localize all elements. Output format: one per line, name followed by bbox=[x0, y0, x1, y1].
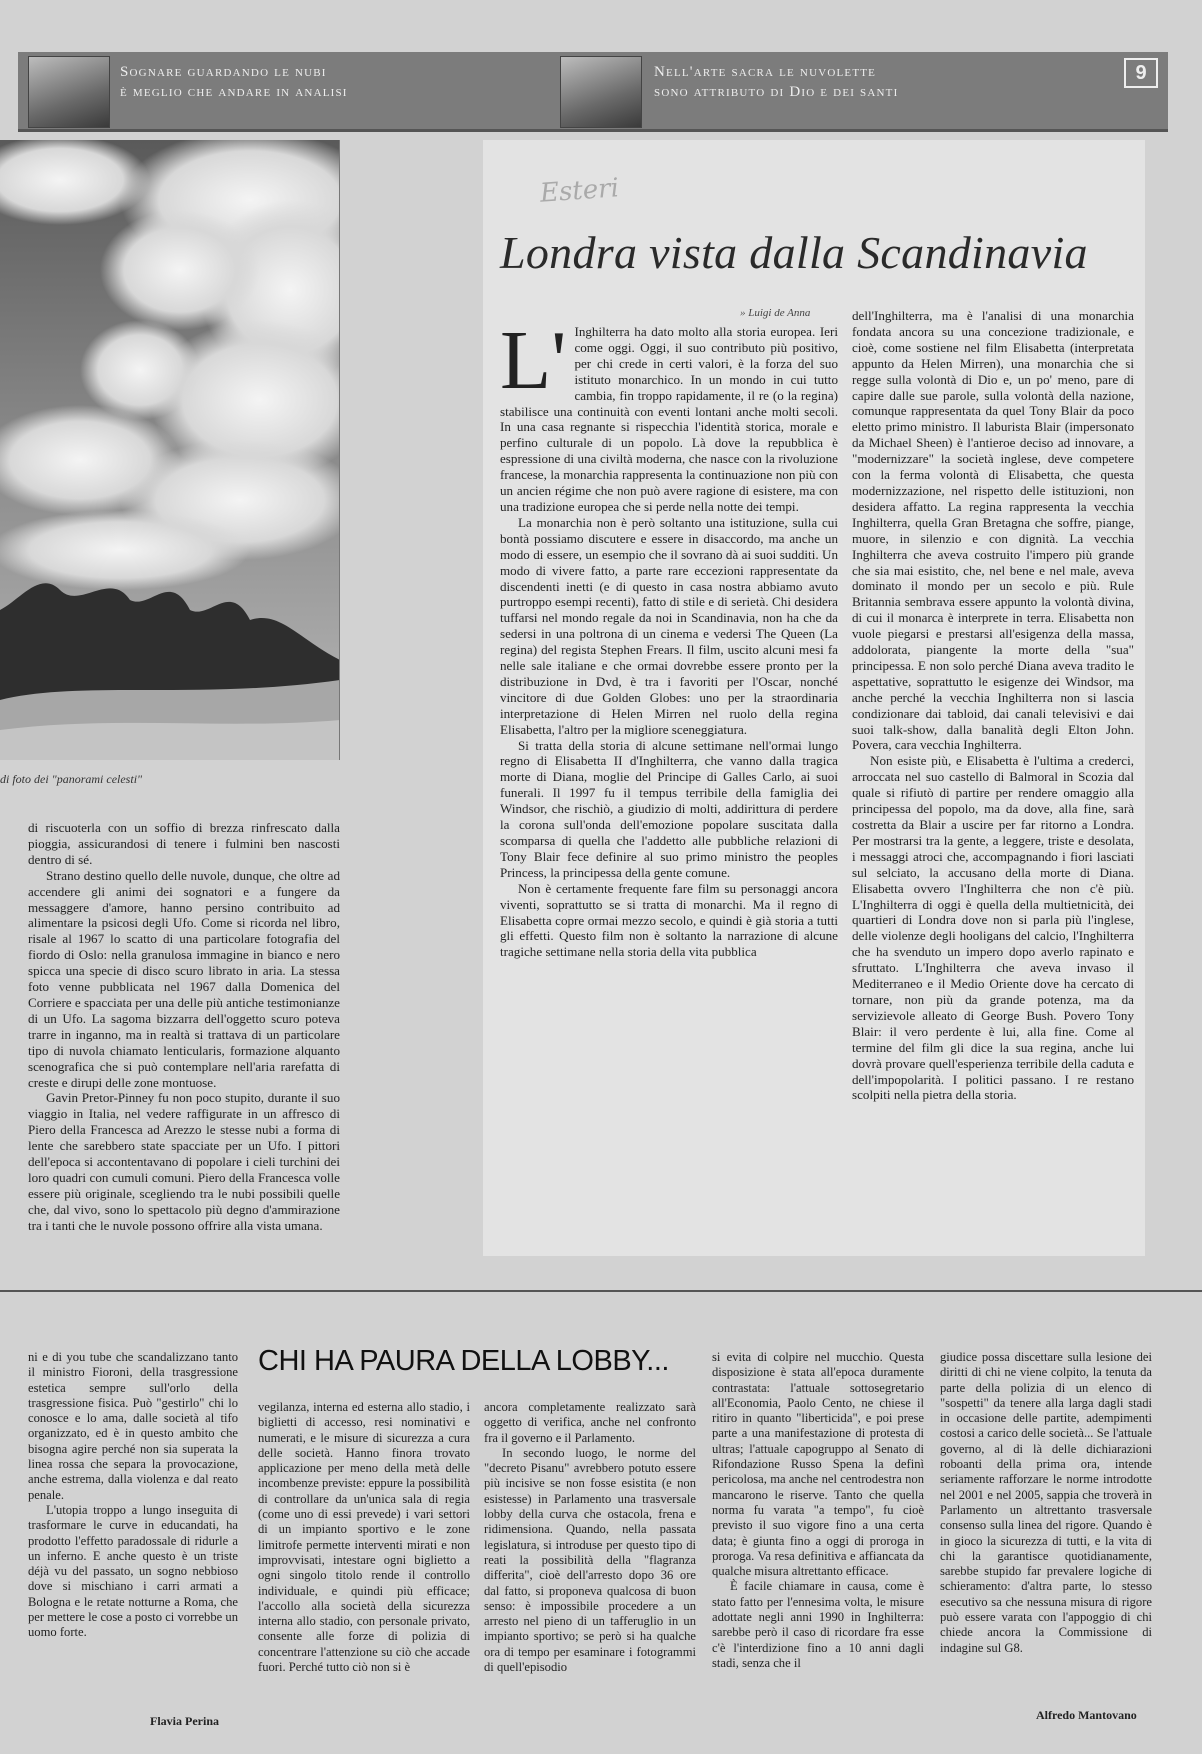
header-thumbnail-right bbox=[560, 56, 642, 128]
paragraph: giudice possa discettare sulla lesione dei diritti di chi ne viene colpito, la tenuta da parte della polizia di un elenco di "sospetti" da tenere alla larga dagli stadi in occasione delle partite, adempimenti costosi a carico delle società... Se l'attuale governo, al di là delle dichiarazioni roboanti della prima ora, intende seriamente rafforzare le norme introdotte nel 2001 e nel 2005, sappia che troverà in Parlamento un altrettanto trasversale consenso sulla linea del rigore. Quando è in gioco la sicurezza di tutti, e la vita di chi la garantisce quotidianamente, sarebbe stupido far prevalere logiche di schieramento: d'altra parte, lo stesso esecutivo sa che nessuna misura di rigore può essere varata con l'appoggio di chi chiede ancora la Commissione di indagine sul G8. bbox=[940, 1350, 1152, 1655]
article-byline: » Luigi de Anna bbox=[740, 307, 811, 319]
article-title: Londra vista dalla Scandinavia bbox=[500, 227, 1088, 278]
paragraph: Non esiste più, e Elisabetta è l'ultima a crederci, arroccata nel suo castello di Balmoral in Scozia dal quale si rifiutò di partire per rendere omaggio alla principessa del popolo, ma da dove, alla fine, sarà costretta da Blair a uscire per far ritorno a Londra. Per mostrarsi tra la gente, a leggere, triste e desolata, i messaggi atroci che, accompagnando i fiori lasciati sul selciato, la accusano della morte di Diana. Elisabetta ovvero l'Inghilterra che non c'è più. L'Inghilterra di oggi è quella della multietnicità, dei quartieri di Londra dove non si parla più l'inglese, delle violenze degli hooligans del calcio, l'Inghilterra che ha svenduto un impero dopo averlo rapinato e sfruttato. L'Inghilterra che aveva invaso il Mediterraneo e il Medio Oriente dove ha cercato di tornare, non più da grande potenza, ma da servizievole alleato di George Bush. Povero Tony Blair: il vero perdente è lui, alla fine. Come al termine del film gli dice la sua regina, anche lui dovrà provare quell'esperienza terribile della caduta e dell'impopolarità. I politici passano. I re restano scolpiti nella pietra della storia. bbox=[852, 753, 1134, 1103]
article-column-2 bbox=[852, 308, 1134, 1254]
paragraph: Inghilterra ha dato molto alla storia europea. Ieri come oggi. Oggi, il suo contributo più positivo, per chi crede in certi valori, è la forza del suo istituto monarchico. In un mondo in cui tutto cambia, fin troppo rapidamente, il re (o la regina) stabilisce una continuità con eventi lontani anche molti secoli. In una casa regnante si rispecchia l'identità storica, morale e perfino culturale di un popolo. Là dove la repubblica è espressione di una civiltà moderna, che nasce con la rivoluzione francese, la monarchia rappresenta la continuazione non più con un ancien régime che non può avere ragione di esistere, ma con una tradizione europea che si perde nella notte dei tempi. bbox=[500, 324, 838, 514]
paragraph: In secondo luogo, le norme del "decreto Pisanu" avrebbero potuto essere più incisive se non fosse esistita (e non esistesse) in Parlamento una trasversale lobby della curva che ostacola, frena e ridimensiona. Quando, nella passata legislatura, si introduse per questo tipo di reati la possibilità della "flagranza differita", cioè dell'arresto dopo 36 ore dal fatto, si proponeva qualcosa di buon senso: è impossibile procedere a un arresto nel pieno di un tafferuglio in un impianto sportivo; se però si ha qualche ora di tempo per esaminare i fotogrammi di quell'episodio bbox=[484, 1445, 696, 1675]
paragraph: ancora completamente realizzato sarà oggetto di verifica, anche nel confronto fra il governo e il Parlamento. bbox=[484, 1400, 696, 1445]
handwritten-note: Esteri bbox=[539, 173, 620, 209]
bottom-column-3 bbox=[484, 1400, 696, 1740]
bottom-left-column bbox=[28, 1350, 238, 1700]
bottom-column-5 bbox=[940, 1350, 1152, 1705]
paragraph: Gavin Pretor-Pinney fu non poco stupito, durante il suo viaggio in Italia, nel vedere raffigurate in un affresco di Piero della Francesca ad Arezzo le stesse nubi a forma di lente che sarebbero state spacciate per un Ufo. I pittori dell'epoca si accontentavano di popolare i cieli turchini dei loro quadri con cumuli comuni. Piero della Francesca volle essere più originale, scegliendo tra le nubi possibili quelle che, dal vivo, sono lo spettacolo più degno d'ammirazione tra i tanti che le nuvole possono offrire alla vista umana. bbox=[28, 1090, 340, 1233]
photo-caption: di foto dei "panorami celesti" bbox=[0, 772, 143, 786]
sky-photo bbox=[0, 140, 340, 760]
paragraph: La monarchia non è però soltanto una istituzione, sulla cui bontà possiamo discutere e essere in disaccordo, ma anche un modo di essere, un esempio che il sovrano dà ai suoi sudditi. Un modo di vivere fatto, a parte rare eccezioni rappresentate da discendenti inetti (e di questo in casa nostra abbiamo avuto purtroppo esempi recenti), fatto di stile e di serietà. Chi desidera tuffarsi nel mondo regale da noi in Scandinavia, non ha che da sedersi in una poltrona di un cinema e vedersi The Queen (La regina) del regista Stephen Frears. Il film, uscito alcuni mesi fa nelle sale italiane e che ormai dovrebbe essere pronto per la distribuzione in Dvd, è tra i favoriti per l'Oscar, nonché vincitore di due Golden Globes: uno per la straordinaria interpretazione di Helen Mirren nel ruolo della regina Elisabetta, l'altro per la migliore sceneggiatura. bbox=[500, 514, 838, 737]
header-left-headline: Sognare guardando le nubi è meglio che andare in analisi bbox=[120, 64, 348, 100]
signature-left: Flavia Perina bbox=[150, 1714, 219, 1728]
drop-cap: L' bbox=[500, 324, 567, 407]
clouds-landscape-image bbox=[0, 140, 340, 760]
paragraph: ni e di you tube che scandalizzano tanto il ministro Fioroni, della trasgressione estetica sempre sull'orlo della trasgressione fisica. Può "gestirlo" chi lo conosce e lo ama, dalle società al tifo organizzato, ed è in questo ambito che bisogna agire perché non sia superata la linea rossa che separa la provocazione, anche estrema, dalla violenza e dal reato penale. bbox=[28, 1350, 238, 1502]
header-thumbnail-left bbox=[28, 56, 110, 128]
page-number: 9 bbox=[1124, 58, 1158, 88]
paragraph: Non è certamente frequente fare film su personaggi ancora viventi, soprattutto se si tratta di monarchi. Ma il regno di Elisabetta copre ormai mezzo secolo, e quindi è già storia a tutti gli effetti. Questo film non è soltanto la narrazione di alcune tragiche settimane nella storia della vita pubblica bbox=[500, 880, 838, 960]
paragraph: di riscuoterla con un soffio di brezza rinfrescato dalla pioggia, assicurandosi di tenere i fulmini ben nascosti dentro di sé. bbox=[28, 820, 340, 867]
bottom-column-2 bbox=[258, 1400, 470, 1740]
section-divider bbox=[0, 1290, 1202, 1292]
article-column-1 bbox=[500, 324, 838, 1254]
left-column-text bbox=[28, 820, 340, 1234]
paragraph: Si tratta della storia di alcune settimane nell'ormai lungo regno di Elisabetta II d'Inghilterra, che vanno dalla tragica morte di Diana, moglie del Principe di Galles Carlo, ai suoi funerali. Il 1997 fu il tempus terribile della famiglia dei Windsor, che rischiò, a giudizio di molti, addirittura di perdere la corona sull'onda dell'emozione popolare suscitata dalla scomparsa di quella che l'addetto alle pubbliche relazioni di Tony Blair fece definire al suo primo ministro the peoples Princess, la principessa della gente comune. bbox=[500, 737, 838, 880]
paragraph: Strano destino quello delle nuvole, dunque, che oltre ad accendere gli animi dei sognatori e a fungere da messaggere d'amore, hanno persino contribuito ad alimentare la psicosi degli Ufo. Come si ricorda nel libro, risale al 1967 lo scatto di una particolare fotografia del fiordo di Oslo: nella granulosa immagine in bianco e nero spicca una specie di disco scuro librato in aria. La stessa foto venne pubblicata nel 1967 dalla Domenica del Corriere e spacciata per una delle più antiche testimonianze di un Ufo. La sagoma bizzarra dell'oggetto scuro poteva trarre in inganno, ma in realtà si trattava di un particolare tipo di nuvola chiamato lenticularis, formazione alquanto scenografica che si può contemplare nell'aria rarefatta di creste e dirupi delle zone montuose. bbox=[28, 867, 340, 1090]
header-right-headline: Nell'arte sacra le nuvolette sono attributo di Dio e dei santi bbox=[654, 64, 899, 100]
signature-right: Alfredo Mantovano bbox=[1036, 1708, 1137, 1722]
bottom-article-title: CHI HA PAURA DELLA LOBBY... bbox=[258, 1345, 669, 1377]
paragraph: dell'Inghilterra, ma è l'analisi di una monarchia fondata ancora su una concezione tradizionale, e cioè, come sostiene nel film Elisabetta (interpretata appunto da Helen Mirren), una monarchia che si regge sulla volontà di Dio e, un po' meno, pare di capire dalle sue parole, sulla volontà della nazione, comunque rappresentata da quel Tony Blair da poco eletto primo ministro. Il laburista Blair (impersonato da Michael Sheen) è l'antieroe deciso ad innovare, a "modernizzare" la società inglese, deve competere con la ferma volontà di Elisabetta, che questa modernizzazione, nel rispetto delle istituzioni, non desidera affatto. La regina rappresenta la vecchia Inghilterra, quella Gran Bretagna che soffre, piange, muore, in silenzio e con dignità. La vecchia Inghilterra che aveva costruito l'impero più grande che sia mai esistito, che, nel bene e nel male, aveva dominato il mondo per un secolo e più. Rule Britannia sembrava essere appunto la volontà divina, di cui il monarca è interprete in terra. Elisabetta non vuole piegarsi e prestarsi all'esigenza della massa, addolorata, piangente la morte della "sua" principessa. E non solo perché Diana aveva tradito le aspettative, soprattutto le esigenze dei Windsor, ma anche perché la vecchia Inghilterra non si lascia condizionare dai tabloid, dai canali televisivi e dai suoi talk-show, dalla banalità degli Elton John. Povera, cara vecchia Inghilterra. bbox=[852, 308, 1134, 753]
paragraph: L'utopia troppo a lungo inseguita di trasformare le curve in educandati, ha prodotto l'effetto paradossale di ridurle a un inferno. E anche questo è un triste déjà vu del passato, un sogno nebbioso dove si mischiano i carri armati a Bologna e le retate notturne a Roma, che per mettere le cose a posto ci vorrebbe un uomo forte. bbox=[28, 1502, 238, 1640]
paragraph: È facile chiamare in causa, come è stato fatto per l'ennesima volta, le misure adottate negli anni 1990 in Inghilterra: sarebbe però il caso di ricordare fra esse c'è l'interdizione fino a 10 anni dagli stadi, senza che il bbox=[712, 1579, 924, 1670]
paragraph: vegilanza, interna ed esterna allo stadio, i biglietti di accesso, resi nominativi e numerati, e le misure di sicurezza a cura delle società. Hanno finora trovato applicazione per meno della metà delle incombenze previste: eppure la possibilità di controllare da un'unica sala di regia (come uno di essi prevede) i vari settori di un impianto sportivo e le zone limitrofe permette interventi mirati e non improvvisati, intestare ogni biglietto a ogni singolo titolo rende il controllo individuale, e quindi più efficace; l'accollo alla società della sicurezza interna allo stadio, con personale privato, consente alle forze di polizia di concentrare l'attenzione su ciò che accade fuori. Perché tutto ciò non si è bbox=[258, 1400, 470, 1675]
section-header bbox=[18, 52, 1168, 132]
paragraph: si evita di colpire nel mucchio. Questa disposizione è stata all'epoca duramente contrastata: l'attuale sottosegretario all'Economia, Paolo Cento, ne chiese il ritiro in quanto "liberticida", e poi prese parte a una manifestazione di protesta di ultras; l'attuale capogruppo al Senato di Rifondazione Russo Spena la definì pericolosa, ma anche nel centrodestra non mancarono le riserve. Tanto che quella norma fu varata "a tempo", fu cioè previsto il suo vigore fino a una certa data; è giunta fino a oggi di proroga in proroga. Va resa definitiva e affiancata da qualche misura altrettanto efficace. bbox=[712, 1350, 924, 1579]
bottom-column-4 bbox=[712, 1350, 924, 1740]
